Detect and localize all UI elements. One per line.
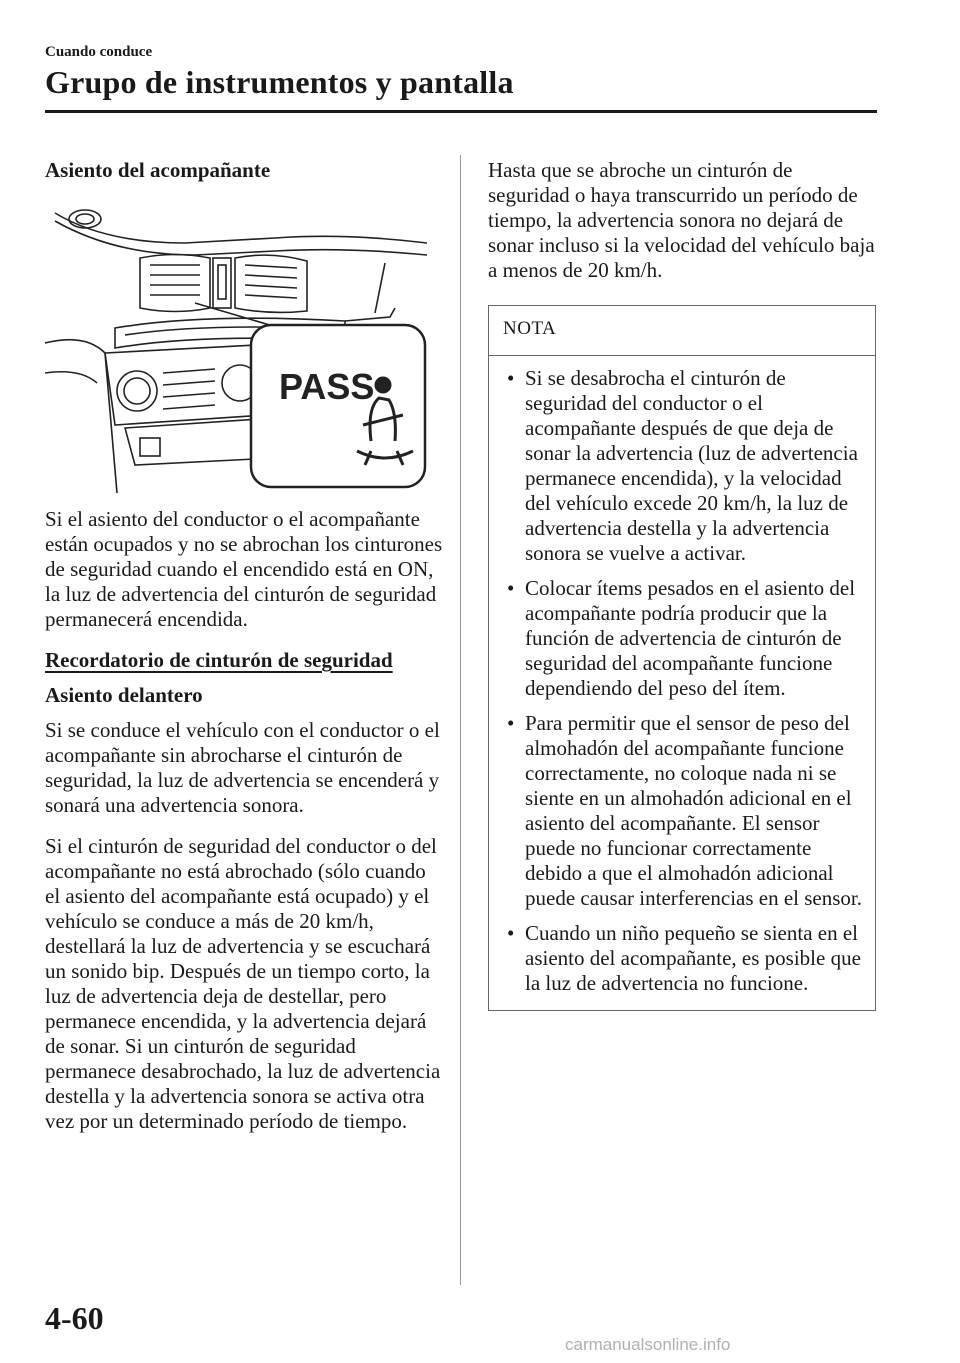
heading-passenger-seat: Asiento del acompañante	[45, 158, 271, 182]
list-item: • Colocar ítems pesados en el asiento del acompañante podría producir que la función de advertencia de cinturón de seguridad del acompañante funcione dependiendo del peso del ítem.	[507, 576, 856, 700]
paragraph-driving-unbuckled: Si se conduce el vehículo con el conductor o el acompañante sin abrocharse el cinturón de seguridad, la luz de advertencia se encenderá y sonará una advertencia sonora.	[45, 718, 440, 817]
heading-seatbelt-reminder: Recordatorio de cinturón de seguridad	[45, 648, 393, 672]
pass-indicator-text: PASS	[279, 366, 375, 407]
page-header	[45, 44, 877, 102]
dashboard-illustration	[45, 203, 427, 493]
note-list	[489, 356, 875, 1010]
page-title: Grupo de instrumentos y pantalla	[45, 64, 514, 100]
paragraph-beep-continues: Hasta que se abroche un cinturón de seguridad o haya transcurrido un período de tiempo, la advertencia sonora no dejará de sonar incluso si la velocidad del vehículo baja a menos de 20 km/h.	[488, 158, 875, 282]
note-box	[488, 305, 876, 1011]
paragraph-speed-warning: Si el cinturón de seguridad del conductor o del acompañante no está abrochado (sólo cuando el asiento del acompañante está ocupado) y el vehículo se conduce a más de 20 km/h, destellará la luz de advertencia y se escuchará un sonido bip. Después de un tiempo corto, la luz de advertencia deja de destellar, pero permanece encendida, y la advertencia dejará de sonar. Si un cinturón de seguridad permanece desabrochado, la luz de advertencia destella y la advertencia sonora se activa otra vez por un determinado período de tiempo.	[45, 834, 441, 1133]
note-label: NOTA	[489, 306, 875, 356]
right-column	[488, 158, 876, 1011]
column-divider	[460, 155, 461, 1285]
section-name: Cuando conduce	[45, 44, 153, 60]
list-item: • Para permitir que el sensor de peso del almohadón del acompañante funcione correctamente, no coloque nada ni se siente en un almohadón adicional en el asiento del acompañante. El sensor puede no funcionar correctamente debido a que el almohadón adicional puede causar interferencias en el sensor.	[507, 711, 863, 910]
left-column	[45, 158, 445, 1134]
paragraph-occupancy: Si el asiento del conductor o el acompañante están ocupados y no se abrochan los cinturones de seguridad cuando el encendido está en ON, la luz de advertencia del cinturón de seguridad permanecerá encendida.	[45, 507, 443, 631]
bullet-icon: •	[507, 711, 515, 735]
watermark: carmanualsonline.info	[565, 1335, 731, 1354]
bullet-icon: •	[507, 366, 515, 390]
header-rule	[45, 110, 877, 113]
bullet-icon: •	[507, 576, 515, 600]
list-item: • Si se desabrocha el cinturón de seguridad del conductor o el acompañante después de que deja de sonar la advertencia (luz de advertencia permanece encendida), y la velocidad del vehículo excede 20 km/h, la luz de advertencia destella y la advertencia sonora se vuelve a activar.	[507, 366, 858, 565]
dashboard-drawing	[45, 203, 427, 493]
list-item: • Cuando un niño pequeño se sienta en el asiento del acompañante, es posible que la luz de advertencia no funcione.	[507, 921, 861, 995]
page-number: 4-60	[45, 1300, 104, 1336]
heading-front-seat: Asiento delantero	[45, 683, 203, 707]
bullet-icon: •	[507, 921, 515, 945]
